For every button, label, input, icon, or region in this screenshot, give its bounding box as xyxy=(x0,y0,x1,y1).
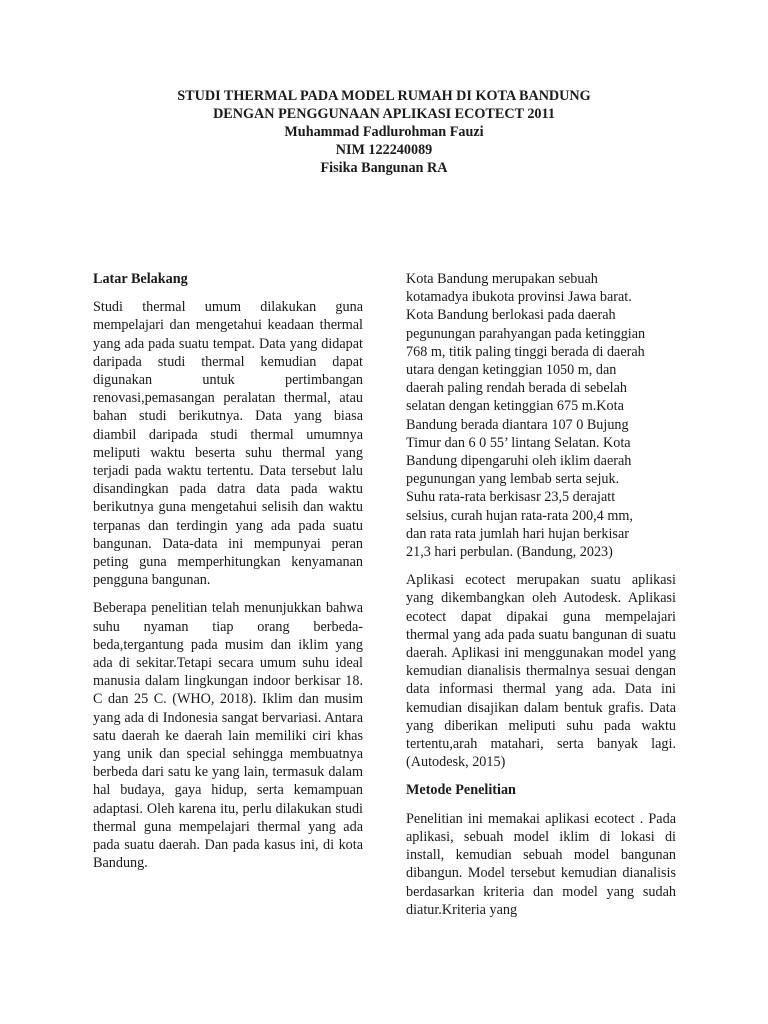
text-line: kotamadya ibukota provinsi Jawa barat. xyxy=(406,289,632,306)
paragraph-intro: Studi thermal umum dilakukan guna mempelajari dan mengetahui keadaan thermal yang ada pada suatu tempat. Data yang didapat daripada studi thermal kemudian dapat digunakan untuk pertimbangan renovasi,pemasangan peralatan thermal, atau bahan studi berikutnya. Data yang biasa diambil daripada studi thermal umumnya meliputi waktu beserta suhu thermal yang terjadi pada waktu tertentu. Data tersebut lalu disandingkan pada datra data pada waktu berikutnya guna mengetahui selisih dan waktu terpanas dan terdingin yang ada pada suatu bangunan. Data-data ini mempunyai peran peting guna memperhitungkan kenyamanan pengguna bangunan. xyxy=(93,299,363,589)
section-heading-latar-belakang: Latar Belakang xyxy=(93,271,188,287)
text-line: selsius, curah hujan rata-rata 200,4 mm, xyxy=(406,507,633,524)
right-column xyxy=(406,270,676,929)
text-line: Timur dan 6 0 55’ lintang Selatan. Kota xyxy=(406,434,631,451)
section-heading-metode-penelitian: Metode Penelitian xyxy=(406,782,516,799)
text-line: Kota Bandung merupakan sebuah xyxy=(406,271,598,287)
text-line: Bandung berada diantara 107 0 Bujung xyxy=(406,416,629,433)
text-line: pegunungan parahyangan pada ketinggian xyxy=(406,325,646,342)
text-line: dan rata rata jumlah hari hujan berkisar xyxy=(406,525,629,542)
text-line: utara dengan ketinggian 1050 m, dan xyxy=(406,362,617,379)
course-name: Fisika Bangunan RA xyxy=(320,160,448,176)
text-line: Suhu rata-rata berkisasr 23,5 derajatt xyxy=(406,489,616,506)
text-line: Bandung dipengaruhi oleh iklim daerah xyxy=(406,453,632,470)
text-line: Kota Bandung berlokasi pada daerah xyxy=(406,307,616,324)
text-line: pegunungan yang lembab serta sejuk. xyxy=(406,471,620,488)
text-line: daerah paling rendah berada di sebelah xyxy=(406,380,627,397)
paragraph-method: Penelitian ini memakai aplikasi ecotect . Pada aplikasi, sebuah model iklim di lokasi di install, kemudian sebuah model bangunan dibangun. Model tersebut kemudian dianalisis berdasarkan kriteria dan model yang sudah diatur.Kriteria yang xyxy=(406,810,676,918)
text-line: 21,3 hari perbulan. (Bandung, 2023) xyxy=(406,544,613,561)
paragraph-ecotect: Aplikasi ecotect merupakan suatu aplikasi yang dikembangkan oleh Autodesk. Aplikasi ecotect dapat dipakai guna mempelajari thermal yang ada pada suatu bangunan di suatu daerah. Aplikasi ini menggunakan model yang kemudian dianalisis thermalnya sesuai dengan data informasi thermal yang ada. Data ini kemudian disajikan dalam bentuk grafis. Data yang diberikan meliputi suhu pada waktu tertentu,arah matahari, serta banyak lagi. (Autodesk, 2015) xyxy=(406,572,676,771)
title-line-1: STUDI THERMAL PADA MODEL RUMAH DI KOTA BANDUNG xyxy=(177,88,591,104)
paragraph-bandung xyxy=(406,270,676,561)
left-column xyxy=(93,270,363,883)
author-name: Muhammad Fadlurohman Fauzi xyxy=(284,124,484,140)
text-line: 768 m, titik paling tinggi berada di daerah xyxy=(406,343,645,360)
text-line: selatan dengan ketinggian 675 m.Kota xyxy=(406,398,624,415)
title-line-2: DENGAN PENGGUNAAN APLIKASI ECOTECT 2011 xyxy=(213,106,555,122)
student-id: NIM 122240089 xyxy=(335,142,433,158)
paragraph-comfort: Beberapa penelitian telah menunjukkan bahwa suhu nyaman tiap orang berbeda-beda,tergantung pada musim dan iklim yang ada di sekitar.Tetapi secara umum suhu ideal manusia dalam lingkungan indoor berkisar 18. C dan 25 C. (WHO, 2018). Iklim dan musim yang ada di Indonesia sangat bervariasi. Antara satu daerah ke daerah lain memiliki ciri khas yang unik dan special sehingga membuatnya berbeda dari satu ke yang lain, termasuk dalam hal budaya, gaya hidup, serta kemampuan adaptasi. Oleh karena itu, perlu dilakukan studi thermal guna mempelajari thermal yang ada pada suatu daerah. Dan pada kasus ini, di kota Bandung. xyxy=(93,600,363,872)
paper-header xyxy=(0,87,768,177)
